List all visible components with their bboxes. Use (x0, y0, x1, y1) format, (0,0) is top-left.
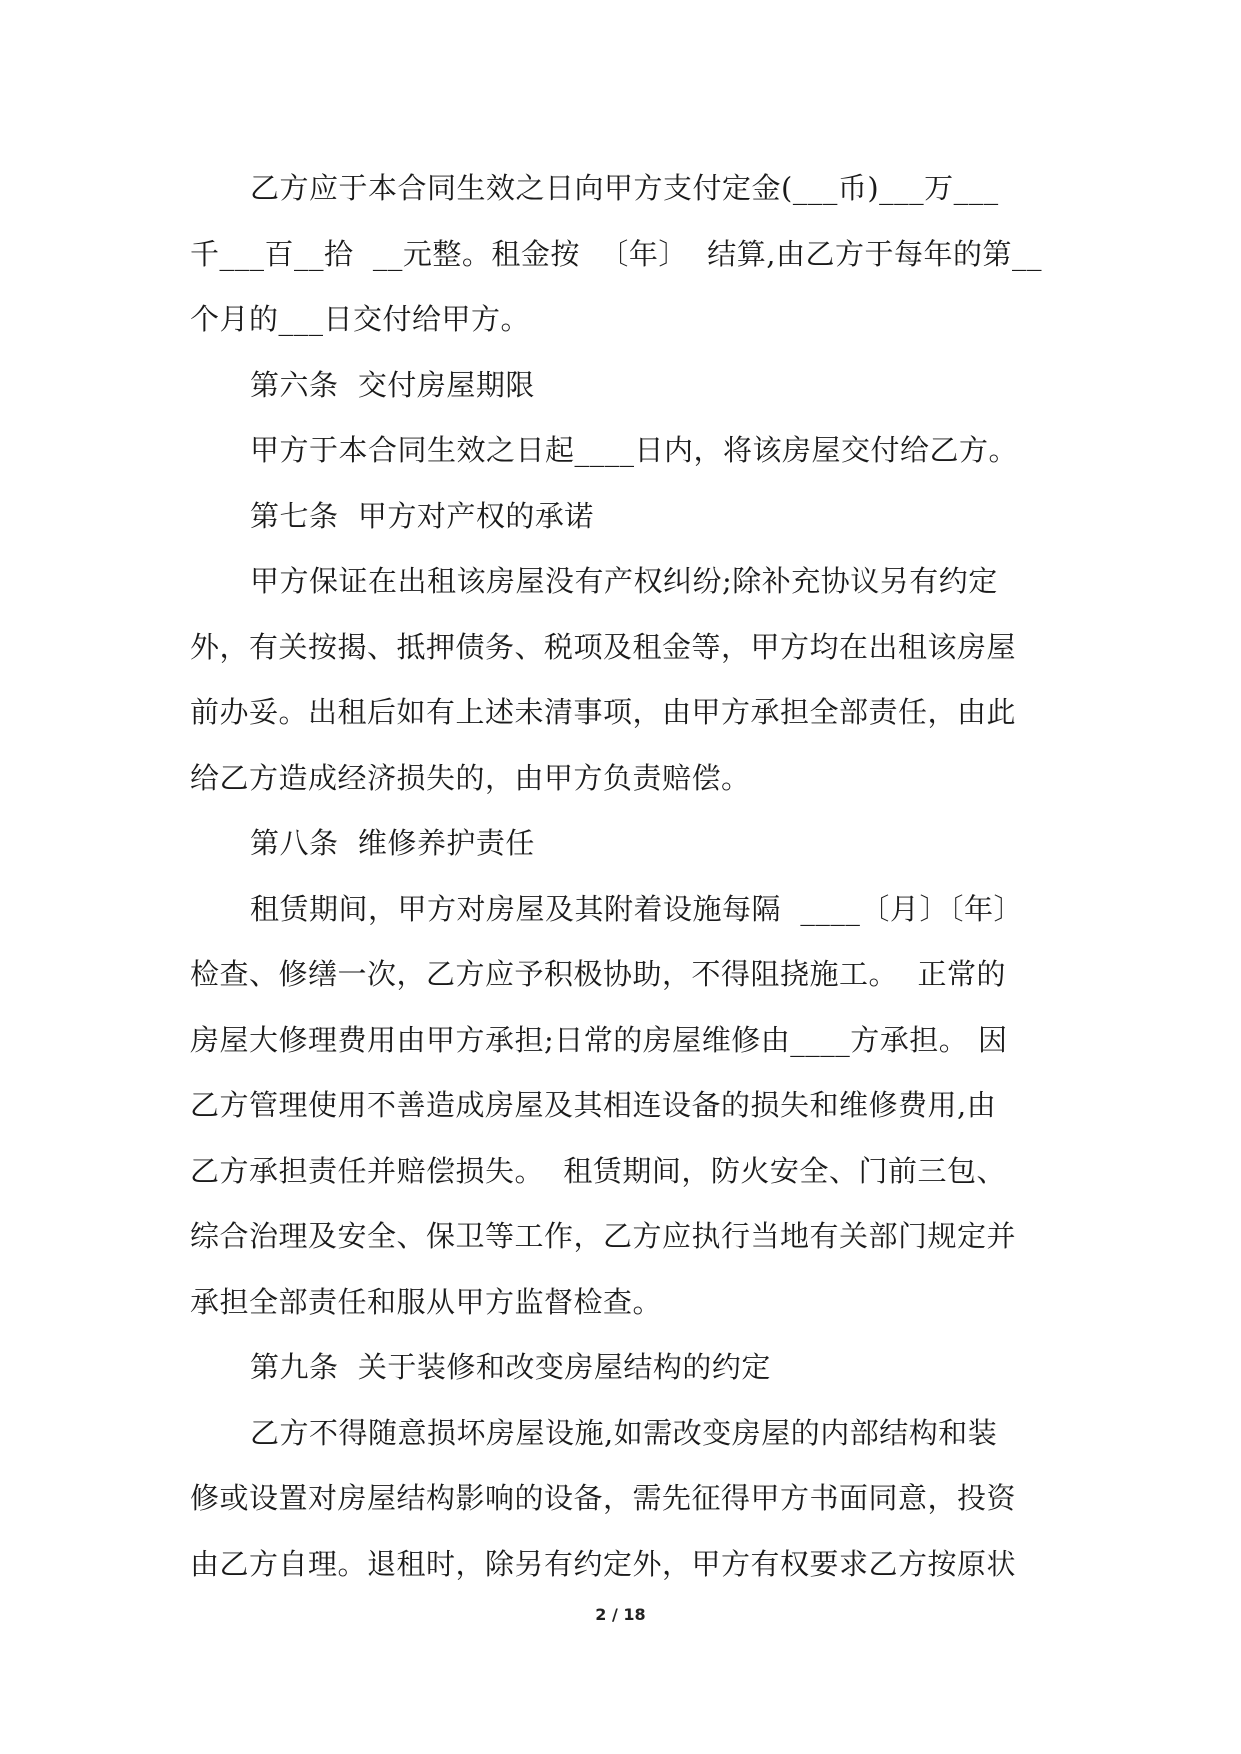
document-body (190, 156, 1055, 1597)
text-line: 给乙方造成经济损失的，由甲方负责赔偿。 (190, 760, 751, 795)
text-line: 房屋大修理费用由甲方承担;日常的房屋维修由____方承担。 因 (190, 1022, 1008, 1057)
page-number: 2 / 18 (595, 1605, 646, 1624)
text-line: 甲方保证在出租该房屋没有产权纠纷;除补充协议另有约定 (250, 564, 998, 598)
section-heading-7: 第七条 甲方对产权的承诺 (250, 498, 594, 533)
text-line: 乙方承担责任并赔偿损失。 租赁期间，防火安全、门前三包、 (190, 1153, 1006, 1188)
text-line: 个月的___日交付给甲方。 (190, 302, 531, 336)
text-line: 乙方管理使用不善造成房屋及其相连设备的损失和维修费用,由 (190, 1088, 997, 1122)
text-line: 承担全部责任和服从甲方监督检查。 (190, 1284, 663, 1319)
section-heading-8: 第八条 维修养护责任 (250, 826, 535, 860)
text-line: 租赁期间，甲方对房屋及其附着设施每隔 ____〔月〕〔年〕 (250, 891, 1023, 926)
text-line: 乙方应于本合同生效之日向甲方支付定金(___币)___万___ (250, 171, 999, 205)
text-line: 检查、修缮一次，乙方应予积极协助，不得阻挠施工。 正常的 (190, 957, 1006, 991)
text-line: 甲方于本合同生效之日起____日内，将该房屋交付给乙方。 (250, 433, 1019, 467)
text-line: 千___百__拾 __元整。租金按 〔年〕 结算,由乙方于每年的第__ (190, 236, 1043, 271)
text-line: 由乙方自理。退租时，除另有约定外，甲方有权要求乙方按原状 (190, 1546, 1017, 1581)
section-heading-9: 第九条 关于装修和改变房屋结构的约定 (250, 1350, 771, 1384)
text-line: 乙方不得随意损坏房屋设施,如需改变房屋的内部结构和装 (250, 1415, 998, 1450)
text-line: 综合治理及安全、保卫等工作，乙方应执行当地有关部门规定并 (190, 1219, 1017, 1253)
text-line: 前办妥。出租后如有上述未清事项，由甲方承担全部责任，由此 (190, 695, 1017, 729)
section-heading-6: 第六条 交付房屋期限 (250, 367, 535, 402)
text-line: 外，有关按揭、抵押债务、税项及租金等，甲方均在出租该房屋 (190, 629, 1017, 664)
text-line: 修或设置对房屋结构影响的设备，需先征得甲方书面同意，投资 (190, 1481, 1017, 1515)
